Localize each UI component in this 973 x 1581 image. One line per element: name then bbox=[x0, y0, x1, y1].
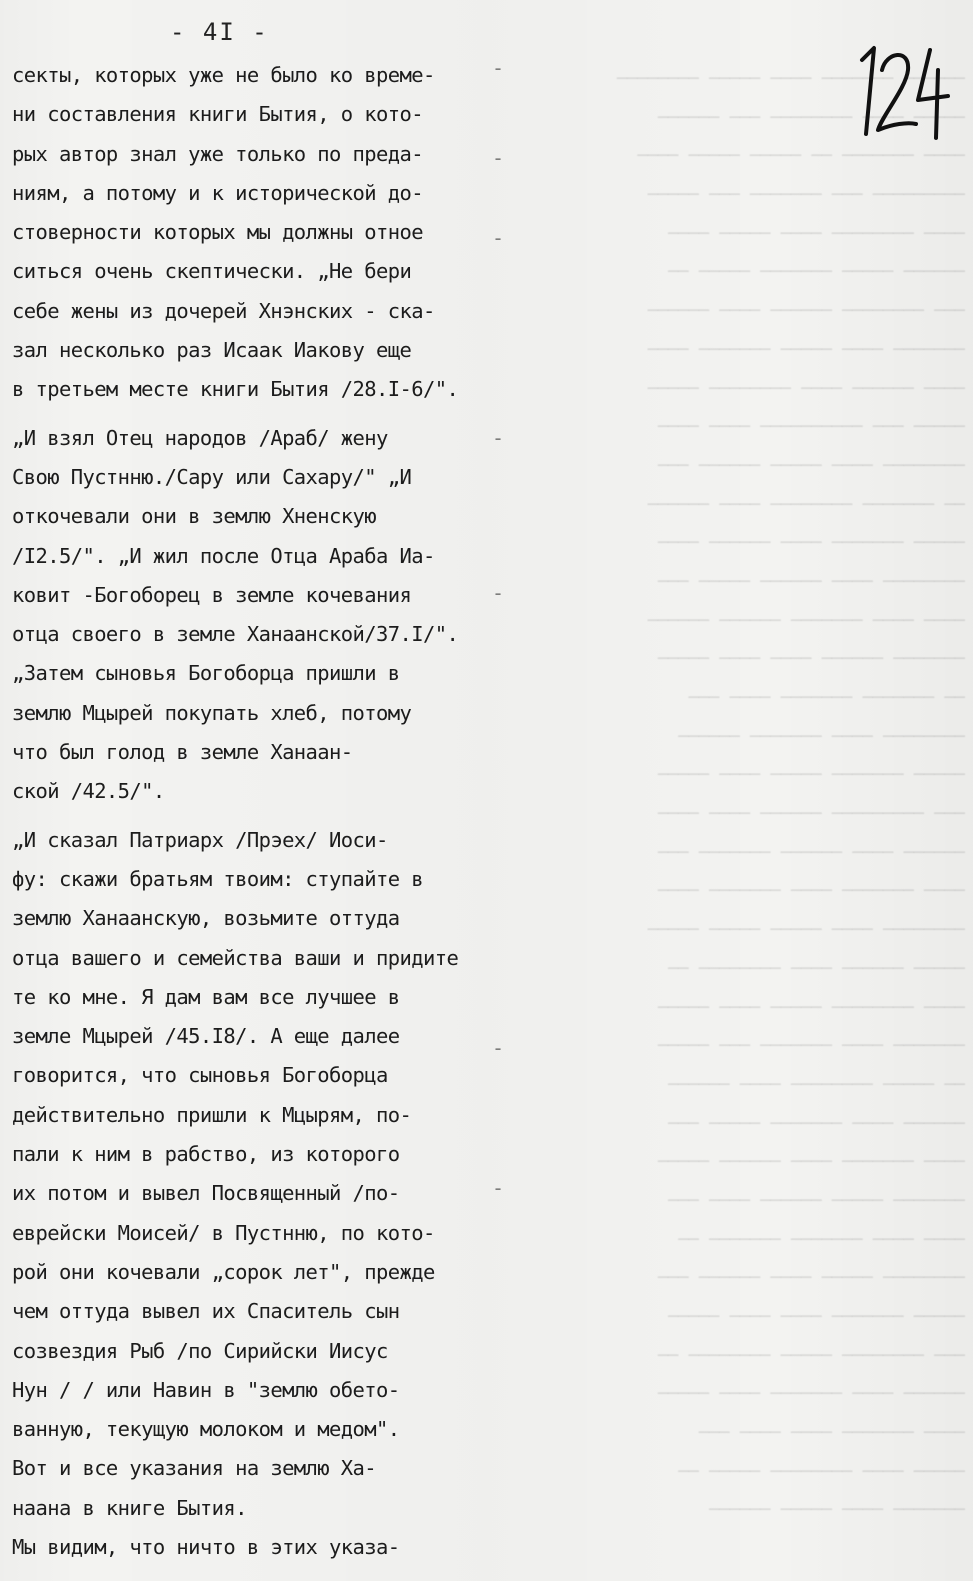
text-line: те ко мне. Я дам вам все лучшее в bbox=[12, 984, 400, 1009]
text-line: Нун / / или Навин в "землю обето- bbox=[12, 1377, 400, 1402]
text-line: Мы видим, что ничто в этих указа- bbox=[12, 1534, 400, 1559]
typewritten-text-block bbox=[12, 56, 502, 1567]
text-line: земле Мцырей /45.I8/. А еще далее bbox=[12, 1024, 400, 1049]
text-line: фу: скажи братьям твоим: ступайте в bbox=[12, 866, 423, 891]
page-number: - 4I - bbox=[170, 18, 269, 46]
text-line: еврейски Моисей/ в Пустнню, по кото- bbox=[12, 1220, 435, 1245]
text-line: в третьем месте книги Бытия /28.I-6/". bbox=[12, 377, 459, 402]
text-line: секты, которых уже не было ко време- bbox=[12, 63, 435, 87]
text-line: Вот и все указания на землю Ха- bbox=[12, 1456, 377, 1481]
text-line: землю Ханаанскую, возьмите оттуда bbox=[12, 906, 400, 931]
text-line: „Затем сыновья Богоборца пришли в bbox=[12, 661, 400, 686]
text-line: ской /42.5/". bbox=[12, 779, 165, 804]
text-line: рых автор знал уже только по преда- bbox=[12, 141, 423, 166]
text-line: стоверности которых мы должны отное bbox=[12, 220, 423, 245]
text-line: действительно пришли к Мцырям, по- bbox=[12, 1102, 412, 1127]
text-line: ванную, текущую молоком и медом". bbox=[12, 1417, 400, 1442]
text-line: отца своего в земле Ханаанской/37.I/". bbox=[12, 622, 459, 647]
text-line: что был голод в земле Ханаан- bbox=[12, 740, 353, 765]
text-line: пали к ним в рабство, из которого bbox=[12, 1142, 400, 1167]
text-line: „И взял Отец народов /Араб/ жену bbox=[12, 425, 388, 450]
text-line: Свою Пустнню./Сару или Сахару/" „И bbox=[12, 464, 412, 489]
text-line: землю Мцырей покупать хлеб, потому bbox=[12, 700, 412, 725]
text-line: созвездия Рыб /по Сирийски Иисус bbox=[12, 1338, 388, 1363]
text-line: „И сказал Патриарх /Прэех/ Иоси- bbox=[12, 827, 388, 852]
text-line: /I2.5/". „И жил после Отца Араба Иа- bbox=[12, 543, 435, 568]
text-line: зал несколько раз Исаак Иакову еще bbox=[12, 338, 412, 363]
bleed-through-text: ────── ─────── ──── ───── ──────── ───── ──── ──────── ─── ────── ──── ─────── ── ───── ───── ──── ───────── ─── ─────── ─── ───── ──── ──────── ──── ───── ──── ────── ───── ─────── ───── ── ─── ──────── ────── ──── ────── ─────── ──── ───── ─────── ──── ──── ────── ──── ──────── ───── ───── ─── ────────── ──── ──── ──────── ──── ───── ────── ─── ── ─────── ──────── ──── ────── ───── ─────── ──── ────── ──── ──────── ──── ────── ───── ─── ──── ──── ─────── ────── ────── ─────── ────── ──── ──── ───── ── ─────── ─────── ──── ─── ──────── ──── ─────── ────── ───── ─────── ───── ──── ───── ─── ───────── ────── ──── ──── ────── ──── ────── ─────── ─── ──── ─────── ──── ─────── ──── ──────── ──── ───── ───── ───── ───── ────── ──── ──────── ── ──── ──────── ───── ──── ───── ─────── ──── ─────── ─── ───── ── ───── ──────── ──── ────── ────── ──── ─────── ───── ─── ──── ─────── ──── ────── ───── ─────── ───── ────── ──── ─── ──── ──── ─────── ─────── ── ──────── ───── ──── ────── ─── ───── ─────── ──── ──── ───── ─── ──────── ───── ──────── ── ────── ──── ─────── ──── ───── ──── ─────── ──── ──── ─── ───── ──── ──────── ───── ── ─────── ──── ───── ────── bbox=[617, 69, 965, 1521]
text-line: отца вашего и семейства ваши и придите bbox=[12, 945, 459, 970]
text-line: их потом и вывел Посвященный /по- bbox=[12, 1181, 400, 1206]
margin-marks: - - - - - - - bbox=[492, 56, 505, 1200]
text-line: себе жены из дочерей Хнэнских - ска- bbox=[12, 298, 435, 323]
text-line: говорится, что сыновья Богоборца bbox=[12, 1063, 388, 1088]
text-line: ковит -Богоборец в земле кочевания bbox=[12, 582, 412, 607]
text-line: рой они кочевали „сорок лет", прежде bbox=[12, 1259, 435, 1284]
text-line: ниям, а потому и к исторической до- bbox=[12, 180, 423, 205]
text-line: наана в книге Бытия. bbox=[12, 1495, 247, 1520]
handwritten-folio-number bbox=[852, 30, 952, 140]
text-line: откочевали они в землю Хненскую bbox=[12, 504, 377, 529]
text-line: чем оттуда вывел их Спаситель сын bbox=[12, 1299, 400, 1324]
text-line: ситься очень скептически. „Не бери bbox=[12, 259, 412, 284]
text-line: ни составления книги Бытия, о кото- bbox=[12, 102, 423, 127]
